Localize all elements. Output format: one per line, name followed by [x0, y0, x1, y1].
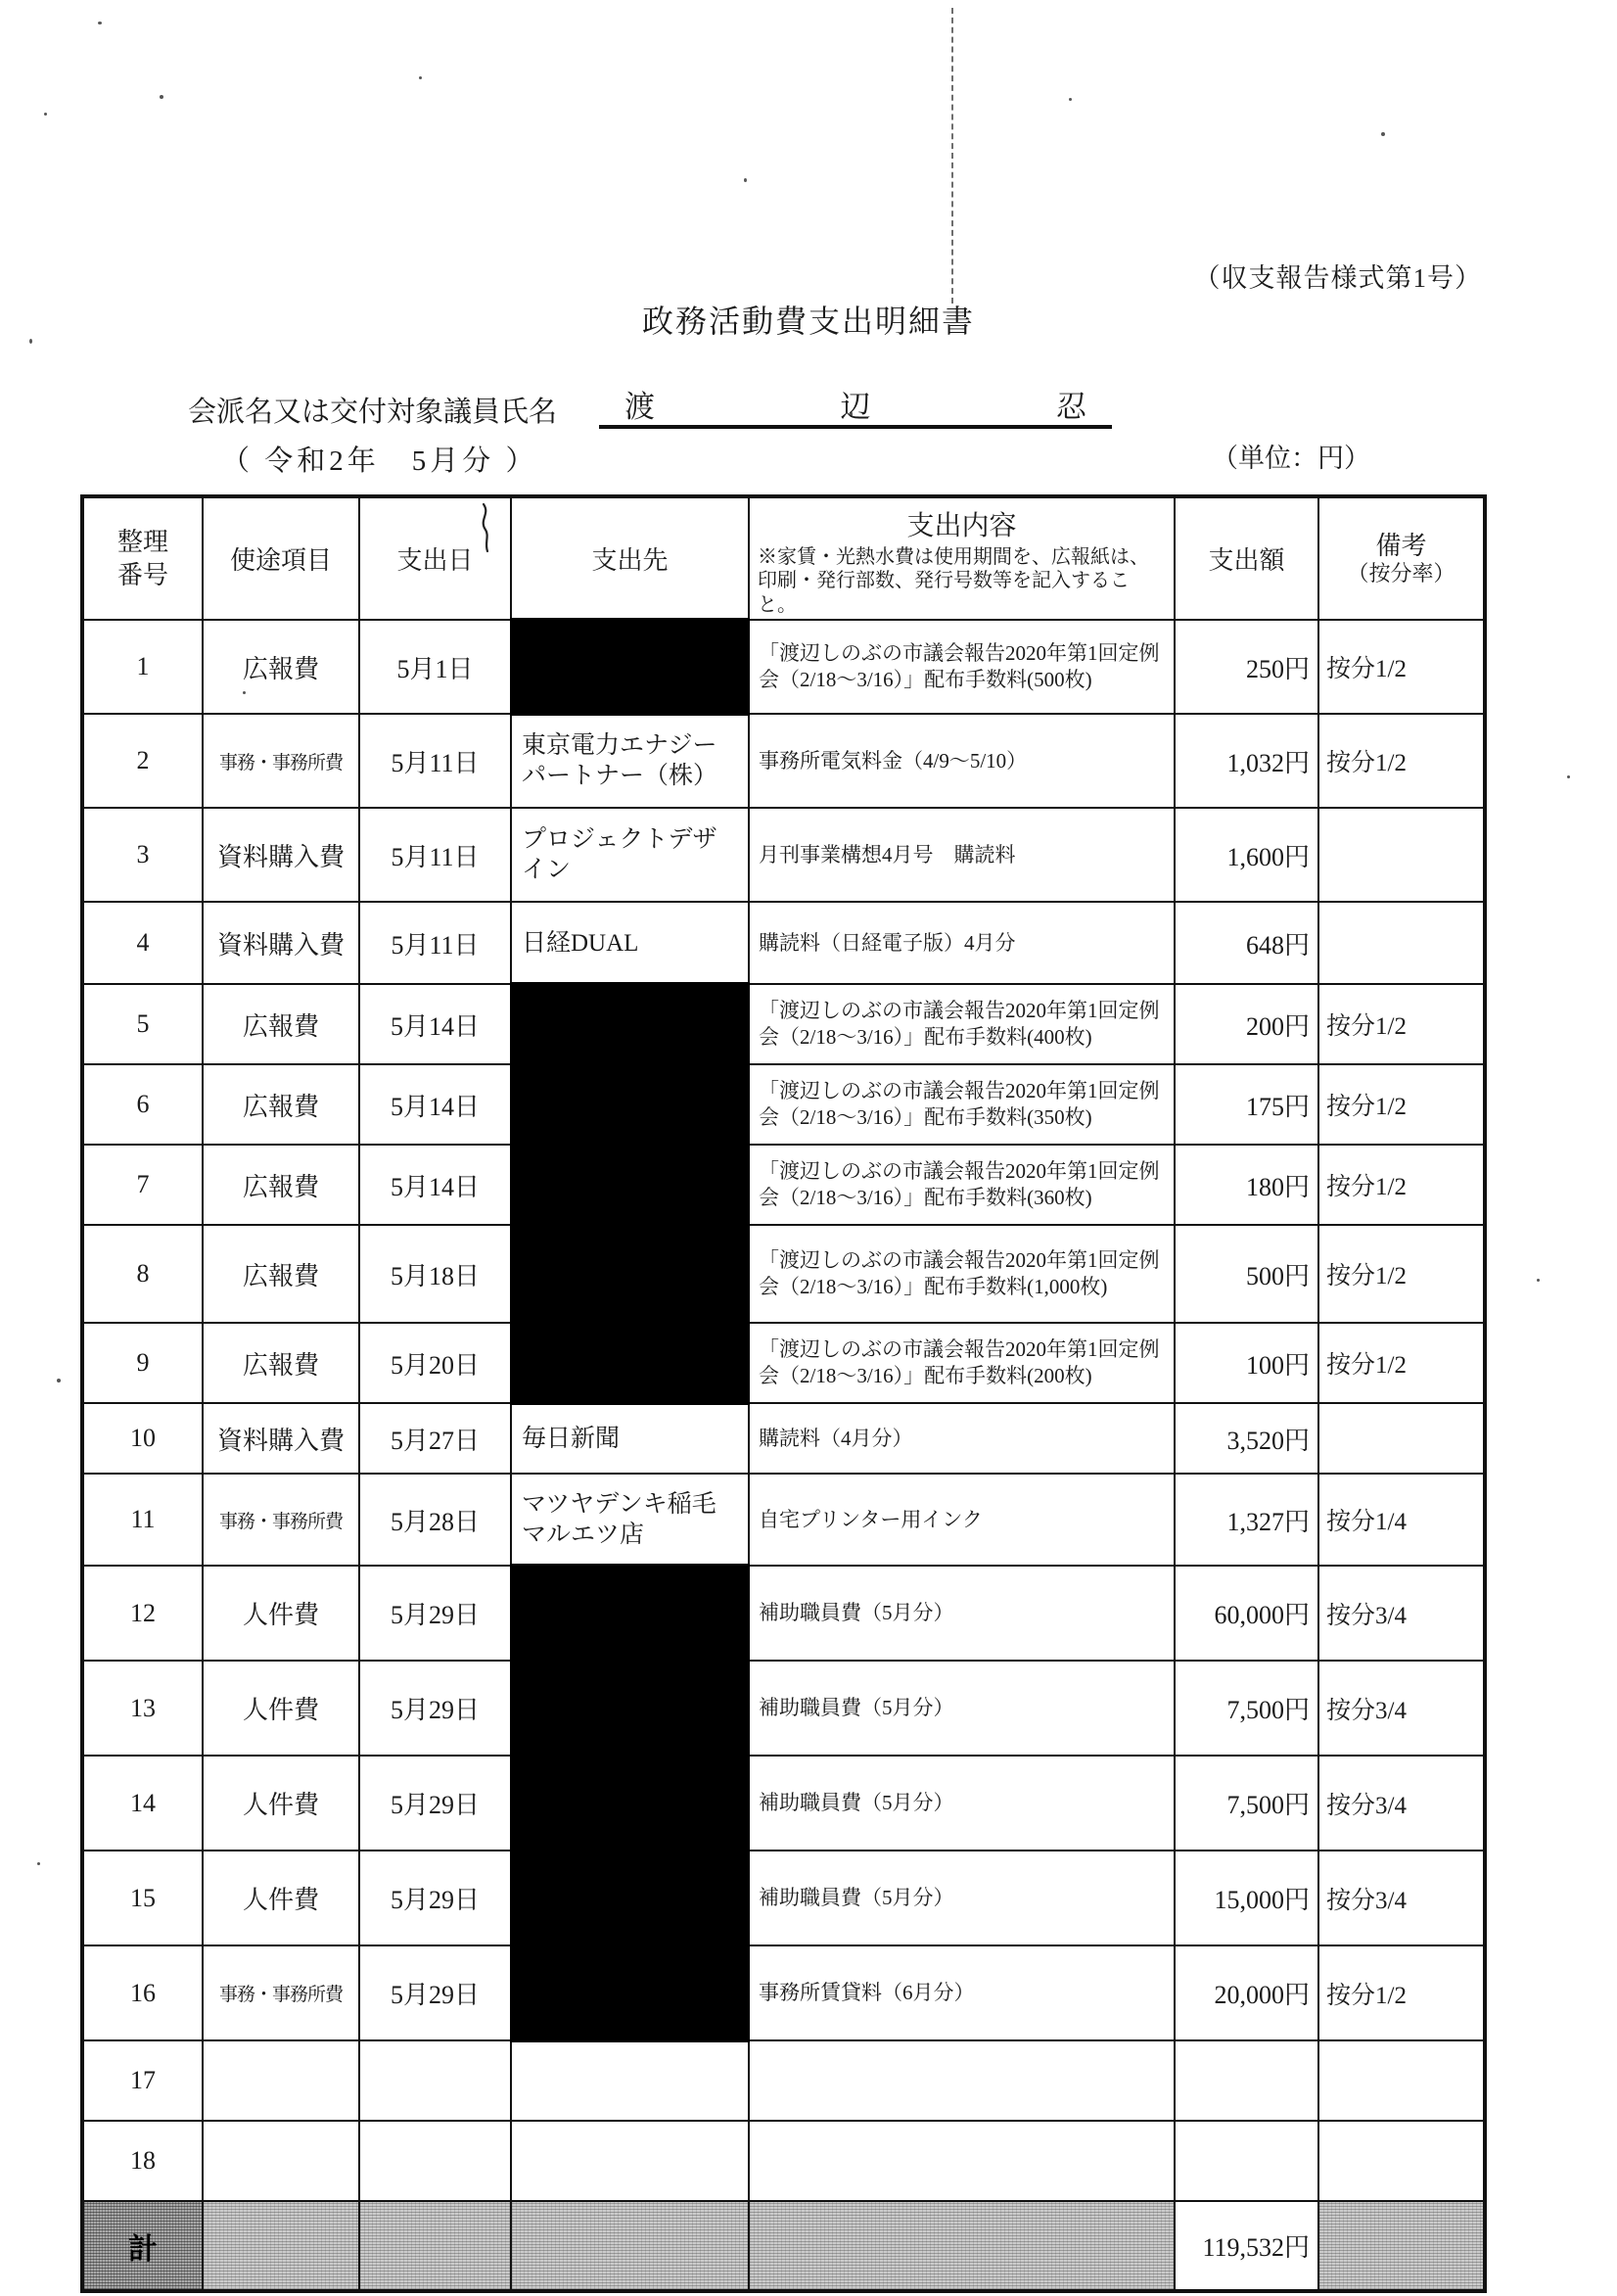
cell-category: 広報費: [203, 1323, 359, 1403]
cell-amount: 500円: [1175, 1225, 1318, 1323]
table-row: [82, 1945, 1485, 2040]
cell-remarks: 按分1/2: [1318, 1323, 1485, 1403]
cell-no: 2: [82, 714, 203, 808]
cell-remarks: 按分3/4: [1318, 1756, 1485, 1851]
cell-payee: [511, 714, 749, 808]
header-content-title: 支出内容: [906, 511, 1017, 541]
cell-date: 5月11日: [359, 808, 511, 902]
header-category: 使途項目: [203, 496, 359, 620]
cell-content: 事務所電気料金（4/9～5/10）: [749, 714, 1175, 808]
cell-content: 購読料（4月分）: [749, 1403, 1175, 1474]
header-payee: 支出先: [511, 496, 749, 620]
scan-speck: [98, 22, 102, 24]
cell-amount: 180円: [1175, 1145, 1318, 1225]
cell-remarks: [1318, 2040, 1485, 2121]
page-title: 政務活動費支出明細書: [641, 304, 976, 339]
scan-speck: [57, 1379, 61, 1382]
cell-payee: [511, 1225, 749, 1323]
table-row: [82, 984, 1485, 1064]
cell-no: 15: [82, 1851, 203, 1945]
cell-category: 人件費: [203, 1566, 359, 1661]
cell-date: [359, 2040, 511, 2121]
cell-no: 12: [82, 1566, 203, 1661]
cell-remarks: 按分3/4: [1318, 1851, 1485, 1945]
cell-no: 17: [82, 2040, 203, 2121]
scan-speck: [1537, 1279, 1540, 1282]
payee-redaction-box: [510, 1321, 750, 1405]
payee-redaction-box: [510, 1659, 750, 1757]
cell-category: 人件費: [203, 1851, 359, 1945]
cell-no: 6: [82, 1064, 203, 1145]
cell-remarks: [1318, 1403, 1485, 1474]
cell-content: 「渡辺しのぶの市議会報告2020年第1回定例会（2/18～3/16）」配布手数料(200枚): [749, 1323, 1175, 1403]
expense-table-body: [82, 620, 1485, 2201]
pen-squiggle: [476, 502, 497, 553]
cell-amount: 250円: [1175, 620, 1318, 714]
header-row: [82, 496, 1485, 620]
cell-remarks: 按分1/2: [1318, 1064, 1485, 1145]
cell-category: 資料購入費: [203, 902, 359, 984]
payee-text: 毎日新聞: [522, 1425, 621, 1452]
header-remarks-sublabel: （按分率）: [1347, 560, 1455, 586]
scan-speck: [1381, 132, 1385, 136]
cell-remarks: 按分1/2: [1318, 984, 1485, 1064]
cell-amount: 15,000円: [1175, 1851, 1318, 1945]
scan-speck: [44, 113, 47, 116]
cell-payee: [511, 1403, 749, 1474]
payee-redaction-box: [510, 1143, 750, 1227]
cell-amount: 3,520円: [1175, 1403, 1318, 1474]
cell-no: 8: [82, 1225, 203, 1323]
cell-amount: 175円: [1175, 1064, 1318, 1145]
payee-text: プロジェクトデザイン: [522, 825, 717, 884]
cell-remarks: 按分3/4: [1318, 1661, 1485, 1756]
cell-category: [203, 2121, 359, 2201]
cell-no: 16: [82, 1945, 203, 2040]
cell-amount: 200円: [1175, 984, 1318, 1064]
cell-no: 14: [82, 1756, 203, 1851]
cell-payee: [511, 1474, 749, 1566]
cell-payee: [511, 1661, 749, 1756]
cell-content: 補助職員費（5月分）: [749, 1756, 1175, 1851]
header-content-note: ※家賃・光熱水費は使用期間を、広報紙は、印刷・発行部数、発行号数等を記入すること。: [758, 546, 1149, 616]
cell-payee: [511, 1851, 749, 1945]
fold-dashed-line: [951, 8, 953, 304]
table-row: [82, 714, 1485, 808]
cell-no: 13: [82, 1661, 203, 1756]
table-row: [82, 808, 1485, 902]
cell-date: 5月1日: [359, 620, 511, 714]
payee-redaction-box: [510, 1754, 750, 1852]
cell-content: 自宅プリンター用インク: [749, 1474, 1175, 1566]
scan-speck: [29, 339, 32, 344]
header-no: [82, 496, 203, 620]
cell-category: 広報費: [203, 620, 359, 714]
header-remarks: [1318, 496, 1485, 620]
scan-speck: [37, 1862, 40, 1865]
total-amount: 119,532円: [1175, 2201, 1318, 2291]
report-period: （ 令和2年 5月分 ）: [221, 445, 538, 477]
cell-no: 3: [82, 808, 203, 902]
cell-remarks: 按分1/2: [1318, 1145, 1485, 1225]
table-row: [82, 1851, 1485, 1945]
header-remarks-label: 備考: [1375, 531, 1427, 560]
cell-date: 5月11日: [359, 902, 511, 984]
cell-date: 5月28日: [359, 1474, 511, 1566]
cell-no: 9: [82, 1323, 203, 1403]
cell-payee: [511, 1064, 749, 1145]
cell-no: 1: [82, 620, 203, 714]
header-amount: 支出額: [1175, 496, 1318, 620]
table-row: [82, 2121, 1485, 2201]
payee-redaction-box: [510, 1062, 750, 1147]
member-name-value: 渡辺忍: [599, 382, 1112, 429]
header-no-label: 整理番号: [116, 527, 168, 589]
table-row: [82, 1064, 1485, 1145]
cell-category: 広報費: [203, 1225, 359, 1323]
cell-content: 「渡辺しのぶの市議会報告2020年第1回定例会（2/18～3/16）」配布手数料(360枚): [749, 1145, 1175, 1225]
cell-content: 補助職員費（5月分）: [749, 1661, 1175, 1756]
table-row: [82, 1566, 1485, 1661]
cell-content: 補助職員費（5月分）: [749, 1851, 1175, 1945]
cell-category: 事務・事務所費: [203, 1945, 359, 2040]
cell-payee: [511, 1566, 749, 1661]
cell-category: 事務・事務所費: [203, 1474, 359, 1566]
cell-category: 資料購入費: [203, 808, 359, 902]
scan-speck: [419, 76, 422, 79]
expense-table: [80, 494, 1487, 2293]
total-hatch-cell: [203, 2201, 359, 2291]
scan-speck: [1567, 775, 1570, 778]
total-hatch-cell: [511, 2201, 749, 2291]
payee-redaction-box: [510, 1564, 750, 1663]
cell-remarks: 按分1/2: [1318, 620, 1485, 714]
cell-amount: 20,000円: [1175, 1945, 1318, 2040]
unit-note: （単位：円）: [1212, 444, 1370, 473]
cell-amount: [1175, 2121, 1318, 2201]
payee-redaction-box: [510, 618, 750, 716]
cell-payee: [511, 1145, 749, 1225]
total-row: [82, 2201, 1485, 2291]
cell-amount: 648円: [1175, 902, 1318, 984]
cell-content: 購読料（日経電子版）4月分: [749, 902, 1175, 984]
table-row: [82, 1225, 1485, 1323]
cell-content: 補助職員費（5月分）: [749, 1566, 1175, 1661]
expense-table-footer: [82, 2201, 1485, 2291]
table-row: [82, 620, 1485, 714]
cell-category: 広報費: [203, 1145, 359, 1225]
cell-category: 広報費: [203, 984, 359, 1064]
table-row: [82, 1756, 1485, 1851]
cell-amount: 7,500円: [1175, 1756, 1318, 1851]
cell-payee: [511, 1323, 749, 1403]
header-date-label: 支出日: [396, 546, 474, 576]
cell-amount: 60,000円: [1175, 1566, 1318, 1661]
total-hatch-cell: [1318, 2201, 1485, 2291]
cell-payee: [511, 984, 749, 1064]
cell-remarks: 按分3/4: [1318, 1566, 1485, 1661]
cell-content: [749, 2121, 1175, 2201]
payee-text: 日経DUAL: [522, 929, 639, 957]
cell-remarks: [1318, 2121, 1485, 2201]
cell-amount: 1,032円: [1175, 714, 1318, 808]
cell-amount: 7,500円: [1175, 1661, 1318, 1756]
expense-table-header: [82, 496, 1485, 620]
cell-date: 5月20日: [359, 1323, 511, 1403]
cell-amount: 1,327円: [1175, 1474, 1318, 1566]
payee-redaction-box: [510, 1223, 750, 1325]
payee-text: 東京電力エナジーパートナー（株）: [522, 731, 718, 790]
cell-content: 「渡辺しのぶの市議会報告2020年第1回定例会（2/18～3/16）」配布手数料(400枚): [749, 984, 1175, 1064]
cell-payee: [511, 620, 749, 714]
cell-category: 事務・事務所費: [203, 714, 359, 808]
header-date: [359, 496, 511, 620]
cell-no: 7: [82, 1145, 203, 1225]
total-label: 計: [82, 2201, 203, 2291]
cell-category: 広報費: [203, 1064, 359, 1145]
payee-redaction-box: [510, 982, 750, 1066]
cell-date: [359, 2121, 511, 2201]
cell-payee: [511, 2121, 749, 2201]
cell-no: 11: [82, 1474, 203, 1566]
cell-no: 5: [82, 984, 203, 1064]
header-content: [749, 496, 1175, 620]
cell-content: 「渡辺しのぶの市議会報告2020年第1回定例会（2/18～3/16）」配布手数料(1,000枚): [749, 1225, 1175, 1323]
cell-content: 「渡辺しのぶの市議会報告2020年第1回定例会（2/18～3/16）」配布手数料(500枚): [749, 620, 1175, 714]
cell-remarks: 按分1/2: [1318, 1225, 1485, 1323]
table-row: [82, 902, 1485, 984]
cell-remarks: 按分1/4: [1318, 1474, 1485, 1566]
table-row: [82, 1661, 1485, 1756]
cell-date: 5月29日: [359, 1756, 511, 1851]
cell-payee: [511, 2040, 749, 2121]
payee-redaction-box: [510, 1944, 750, 2042]
scan-speck: [744, 178, 747, 182]
table-row: [82, 1474, 1485, 1566]
cell-amount: 100円: [1175, 1323, 1318, 1403]
cell-content: 「渡辺しのぶの市議会報告2020年第1回定例会（2/18～3/16）」配布手数料(350枚): [749, 1064, 1175, 1145]
cell-payee: [511, 902, 749, 984]
cell-remarks: 按分1/2: [1318, 1945, 1485, 2040]
total-hatch-cell: [359, 2201, 511, 2291]
scan-speck: [160, 95, 163, 99]
cell-payee: [511, 808, 749, 902]
cell-date: 5月29日: [359, 1566, 511, 1661]
cell-amount: [1175, 2040, 1318, 2121]
table-row: [82, 1403, 1485, 1474]
cell-date: 5月14日: [359, 984, 511, 1064]
total-hatch-cell: [749, 2201, 1175, 2291]
cell-date: 5月27日: [359, 1403, 511, 1474]
cell-date: 5月29日: [359, 1945, 511, 2040]
cell-date: 5月11日: [359, 714, 511, 808]
member-name-label: 会派名又は交付対象議員氏名: [188, 397, 558, 428]
cell-content: [749, 2040, 1175, 2121]
cell-content: 事務所賃貸料（6月分）: [749, 1945, 1175, 2040]
cell-no: 10: [82, 1403, 203, 1474]
table-row: [82, 1145, 1485, 1225]
cell-content: 月刊事業構想4月号 購読料: [749, 808, 1175, 902]
cell-remarks: [1318, 902, 1485, 984]
cell-date: 5月29日: [359, 1851, 511, 1945]
payee-redaction-box: [510, 1849, 750, 1947]
cell-payee: [511, 1945, 749, 2040]
cell-category: [203, 2040, 359, 2121]
cell-remarks: 按分1/2: [1318, 714, 1485, 808]
cell-no: 18: [82, 2121, 203, 2201]
cell-category: 資料購入費: [203, 1403, 359, 1474]
cell-date: 5月14日: [359, 1064, 511, 1145]
form-code: （収支報告様式第1号）: [1193, 263, 1482, 293]
cell-category: 人件費: [203, 1756, 359, 1851]
cell-payee: [511, 1756, 749, 1851]
payee-text: マツヤデンキ稲毛マルエツ店: [522, 1490, 716, 1549]
table-row: [82, 1323, 1485, 1403]
scan-speck: [1069, 98, 1072, 101]
cell-amount: 1,600円: [1175, 808, 1318, 902]
table-row: [82, 2040, 1485, 2121]
cell-category: 人件費: [203, 1661, 359, 1756]
cell-date: 5月29日: [359, 1661, 511, 1756]
cell-date: 5月14日: [359, 1145, 511, 1225]
cell-date: 5月18日: [359, 1225, 511, 1323]
cell-remarks: [1318, 808, 1485, 902]
cell-no: 4: [82, 902, 203, 984]
